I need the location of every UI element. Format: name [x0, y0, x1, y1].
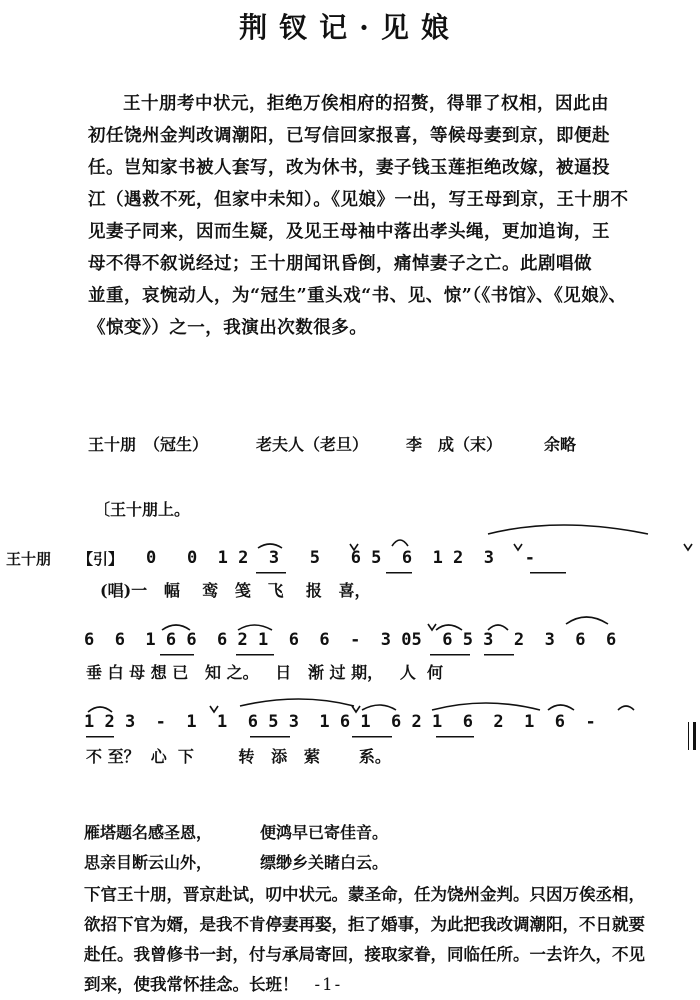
prose-line: 欲招下官为婿，是我不肯停妻再娶，拒了婚事，为此把我改调潮阳，不日就要 — [84, 915, 645, 934]
prose-last-line: 到来，使我常怀挂念。长班！ — [84, 975, 299, 994]
intro-line: 並重，哀惋动人，为“冠生”重头戏“书、见、惊”（《书馆》、《见娘》、 — [88, 286, 627, 306]
verse-half: 思亲目断云山外， — [84, 853, 213, 872]
cast-old-lady: 老夫人（老旦） — [256, 435, 369, 454]
final-barline — [688, 722, 696, 750]
verse-line — [84, 850, 388, 873]
intro-line: 江（遇救不死，但家中未知）。《见娘》一出，写王母到京，王十朋不 — [88, 190, 629, 210]
intro-line: 任。岂知家书被人套写，改为休书，妻子钱玉莲拒绝改嫁，被逼投 — [88, 158, 610, 178]
score-notes-3: 1 2 3 - 1 1 6 5 3 1 6 1 6 2 1 6 2 1 6 - — [84, 712, 596, 732]
score-lyrics-1: (唱)一 幅 鸾 笺 飞 报 喜， — [100, 581, 371, 600]
intro-line: 初任饶州金判改调潮阳，已写信回家报喜，等候母妻到京，即便赴 — [88, 126, 610, 146]
intro-line: 《惊变》）之一，我演出次数很多。 — [88, 318, 368, 338]
cast-others: 余略 — [544, 435, 577, 454]
score-tag: 【引】 — [78, 550, 124, 568]
intro-paragraph — [88, 88, 664, 344]
intro-line: 见妻子同来，因而生疑，及见王母袖中落出孝头绳，更加追询，王 — [88, 222, 610, 242]
score-notes-1: 0 0 1 2 3 5 6 5 6 1 2 3 - — [146, 548, 535, 568]
verse-line — [84, 820, 388, 843]
intro-line: 王十朋考中状元，拒绝万俟相府的招赘，得罪了权相，因此由 — [123, 94, 609, 114]
jianpu-score — [0, 520, 700, 800]
prose-line: 下官王十朋，晋京赴试，叨中状元。蒙圣命，任为饶州金判。只因万俟丞相， — [84, 885, 645, 904]
score-role: 王十朋 — [6, 550, 52, 568]
spoken-prose — [84, 880, 696, 1000]
intro-line: 母不得不叙说经过；王十朋闻讯昏倒，痛悼妻子之亡。此剧唱做 — [88, 254, 592, 274]
stage-direction: 〔王十朋上。 — [94, 500, 191, 519]
score-lyrics-2: 垂 白 母 想 已 知 之。 日 渐 过 期， 人 何 — [86, 663, 443, 682]
score-lyrics-3: 不 至？ 心 下 转 添 萦 系。 — [86, 747, 391, 766]
cast-wang-shipeng: 王十朋 （冠生） — [88, 435, 209, 454]
verse-half: 便鸿早已寄佳音。 — [260, 823, 389, 842]
page-title: 荆钗记·见娘 — [239, 11, 461, 44]
score-notes-2: 6 6 1 6 6 6 2 1 6 6 - 3 05 6 5 3 2 3 6 6 — [84, 630, 617, 650]
verse-half: 缥缈乡关睹白云。 — [260, 853, 389, 872]
page-number: -1- — [314, 975, 343, 994]
prose-line: 赴任。我曾修书一封，付与承局寄回，接取家眷，同临任所。一去许久，不见 — [84, 945, 645, 964]
verse-half: 雁塔题名感圣恩， — [84, 823, 213, 842]
cast-li-cheng: 李 成（末） — [406, 435, 503, 454]
